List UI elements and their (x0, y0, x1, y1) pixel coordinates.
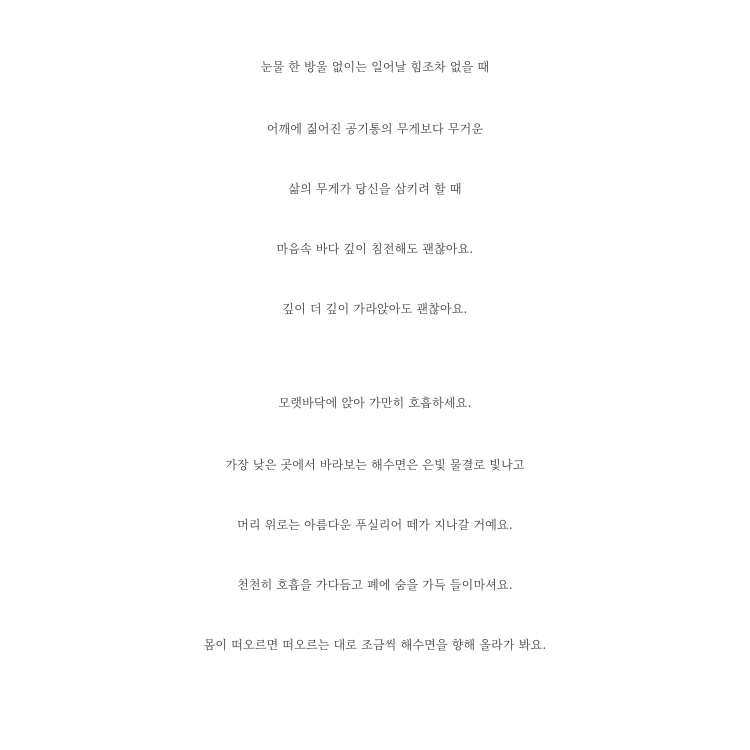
poem-line: 머리 위로는 아름다운 푸실리어 떼가 지나갈 거예요. (237, 518, 513, 532)
poem-line: 어깨에 짊어진 공기통의 무게보다 무거운 (266, 122, 484, 136)
poem-line: 천천히 호흡을 가다듬고 폐에 숨을 가득 들이마셔요. (237, 578, 513, 592)
poem-line: 가장 낮은 곳에서 바라보는 해수면은 은빛 물결로 빛나고 (225, 458, 525, 472)
poem-line: 삶의 무게가 당신을 삼키려 할 때 (288, 182, 462, 196)
poem-line: 눈물 한 방울 없이는 일어날 힘조차 없을 때 (260, 60, 490, 74)
poem-line: 모랫바닥에 앉아 가만히 호흡하세요. (278, 396, 472, 410)
poem-line: 깊이 더 깊이 가라앉아도 괜찮아요. (282, 302, 468, 316)
poem-line: 몸이 떠오르면 떠오르는 대로 조금씩 해수면을 향해 올라가 봐요. (203, 638, 547, 652)
poem-line: 마음속 바다 깊이 침전해도 괜찮아요. (276, 242, 474, 256)
